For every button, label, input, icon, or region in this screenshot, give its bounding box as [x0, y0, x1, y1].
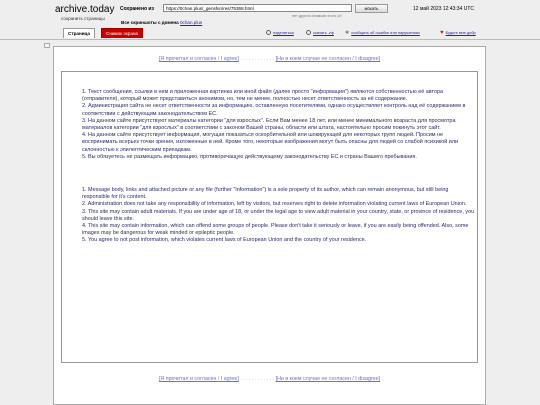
- report-label: сообщить об ошибке или нарушениях: [351, 30, 420, 36]
- disclaimer-en-item: 1. Message body, links and attached picture or any file (further "Information") is a sole property of its author, which can remain anonymous, but still being responsible for it's content.: [82, 187, 449, 201]
- archive-header: [0, 0, 540, 40]
- separator-dots-bottom: . . . . . . . . . . . .: [238, 376, 276, 382]
- consent-links-top: [54, 56, 485, 62]
- agree-link-bottom[interactable]: [Я прочитал и согласен / I agree]: [158, 376, 239, 382]
- archive-logo[interactable]: archive.today: [55, 4, 115, 15]
- broken-image-icon: [44, 43, 50, 48]
- disclaimer-en-item: 4. This site may contain information, which can offend some groups of people. Please don't take it seriously or leave, if you are easily being offended. Also, some images may be dangerous for weak minded or epileptic people.: [82, 223, 469, 237]
- disclaimer-ru-item: 5. Вы обязуетесь не размещать информацию, противоречащую действующему законодательству ЕС и страны Вашего пребывания.: [82, 153, 417, 160]
- tab-screenshot[interactable]: Снимок экрана: [101, 28, 143, 38]
- download-label: скачать .zip: [313, 30, 334, 35]
- disclaimer-ru-item: 4. На данном сайте присутствует информация, могущая показаться оскорбительной или шокирующей для некоторых групп людей. Просим не воспринимать всерьез точки зрения, изложенные в ней. Кроме того, некоторые изображения могут быть опасны для людей со слабой психикой или склонностью к эпилептическим припадкам.: [82, 132, 459, 153]
- logo-subtitle: сохранить страницы: [61, 16, 105, 21]
- url-input[interactable]: https://0chan.plus/_genshin/res/75368.html: [163, 4, 352, 12]
- agree-link-top[interactable]: [Я прочитал и согласен / I agree]: [158, 56, 239, 62]
- disclaimer-ru-item: 2. Администрация сайта не несет ответственности за информацию, оставленную посетителями, однако осуществляет контроль над её содержанием в соответствии с действующим законодательством ЕС.: [82, 103, 466, 117]
- share-link[interactable]: [266, 30, 294, 35]
- download-link[interactable]: [306, 30, 334, 35]
- download-icon: [306, 30, 311, 35]
- saved-from-label: Сохранено из: [120, 6, 154, 12]
- disclaimer-en-item: 2. Administration does not take any responsibility of information, left by visitors, but reserves right to delete information violating current laws of European Union.: [82, 201, 467, 208]
- separator-dots-top: . . . . . . . . . . . .: [238, 56, 276, 62]
- donate-link[interactable]: [440, 30, 476, 36]
- all-snapshots-label: Все скриншоты: [121, 20, 157, 25]
- report-link[interactable]: [345, 30, 420, 36]
- disclaimer-box: [61, 71, 478, 363]
- share-icon: [266, 30, 271, 35]
- tab-page[interactable]: Страница: [63, 28, 95, 38]
- search-button[interactable]: искать: [355, 4, 388, 13]
- disclaimer-ru: [82, 89, 476, 161]
- disclaimer-ru-item: 1. Текст сообщения, ссылки в нем и приложенная картинка или иной файл (далее просто "информация") являются собственностью её автора (отправителя), который может представиться анонимом, но, тем не менее, полностью несет ответственность за её содержание.: [82, 89, 444, 103]
- report-icon: ✱: [345, 30, 350, 36]
- disclaimer-en-item: 5. You agree to not post information, which violates current laws of European Union and the country of your residence.: [82, 237, 367, 244]
- all-snapshots-domain-link[interactable]: 0chan.plus: [180, 20, 203, 25]
- archived-page-content: [53, 46, 486, 405]
- disclaimer-en-item: 3. This site may contain adult materials. If you are under age of 18, or under the legal age to view adult material in your country, state, or province of residence, you should leave this site.: [82, 208, 475, 222]
- share-label: поделиться: [273, 30, 294, 35]
- all-snapshots-line: [121, 20, 202, 25]
- disagree-link-top[interactable]: [Ни в коем случае не согласен / I disagree]: [275, 56, 381, 62]
- donate-label: Будьте мне добр: [445, 30, 476, 36]
- other-snapshots-note: нет других снимков этого url: [292, 14, 342, 18]
- heart-icon: ♥: [440, 30, 444, 36]
- disclaimer-en: [82, 187, 476, 245]
- header-divider: [0, 39, 540, 40]
- disclaimer-ru-item: 3. На данном сайте присутствуют материалы категории "для взрослых". Если Вам менее 18 лет, или менее минимального возраста для просмотра материалов категории "для взрослых" в соответствии с законом Вашей страны, области или штата, настоятельно просим покинуть этот сайт.: [82, 117, 456, 132]
- all-snapshots-domain-label: с домена: [157, 20, 179, 25]
- disagree-link-bottom[interactable]: [Ни в коем случае не согласен / I disagree]: [275, 376, 381, 382]
- snapshot-timestamp: 12 май 2023 12:43:34 UTC: [413, 6, 474, 12]
- consent-links-bottom: [54, 376, 485, 382]
